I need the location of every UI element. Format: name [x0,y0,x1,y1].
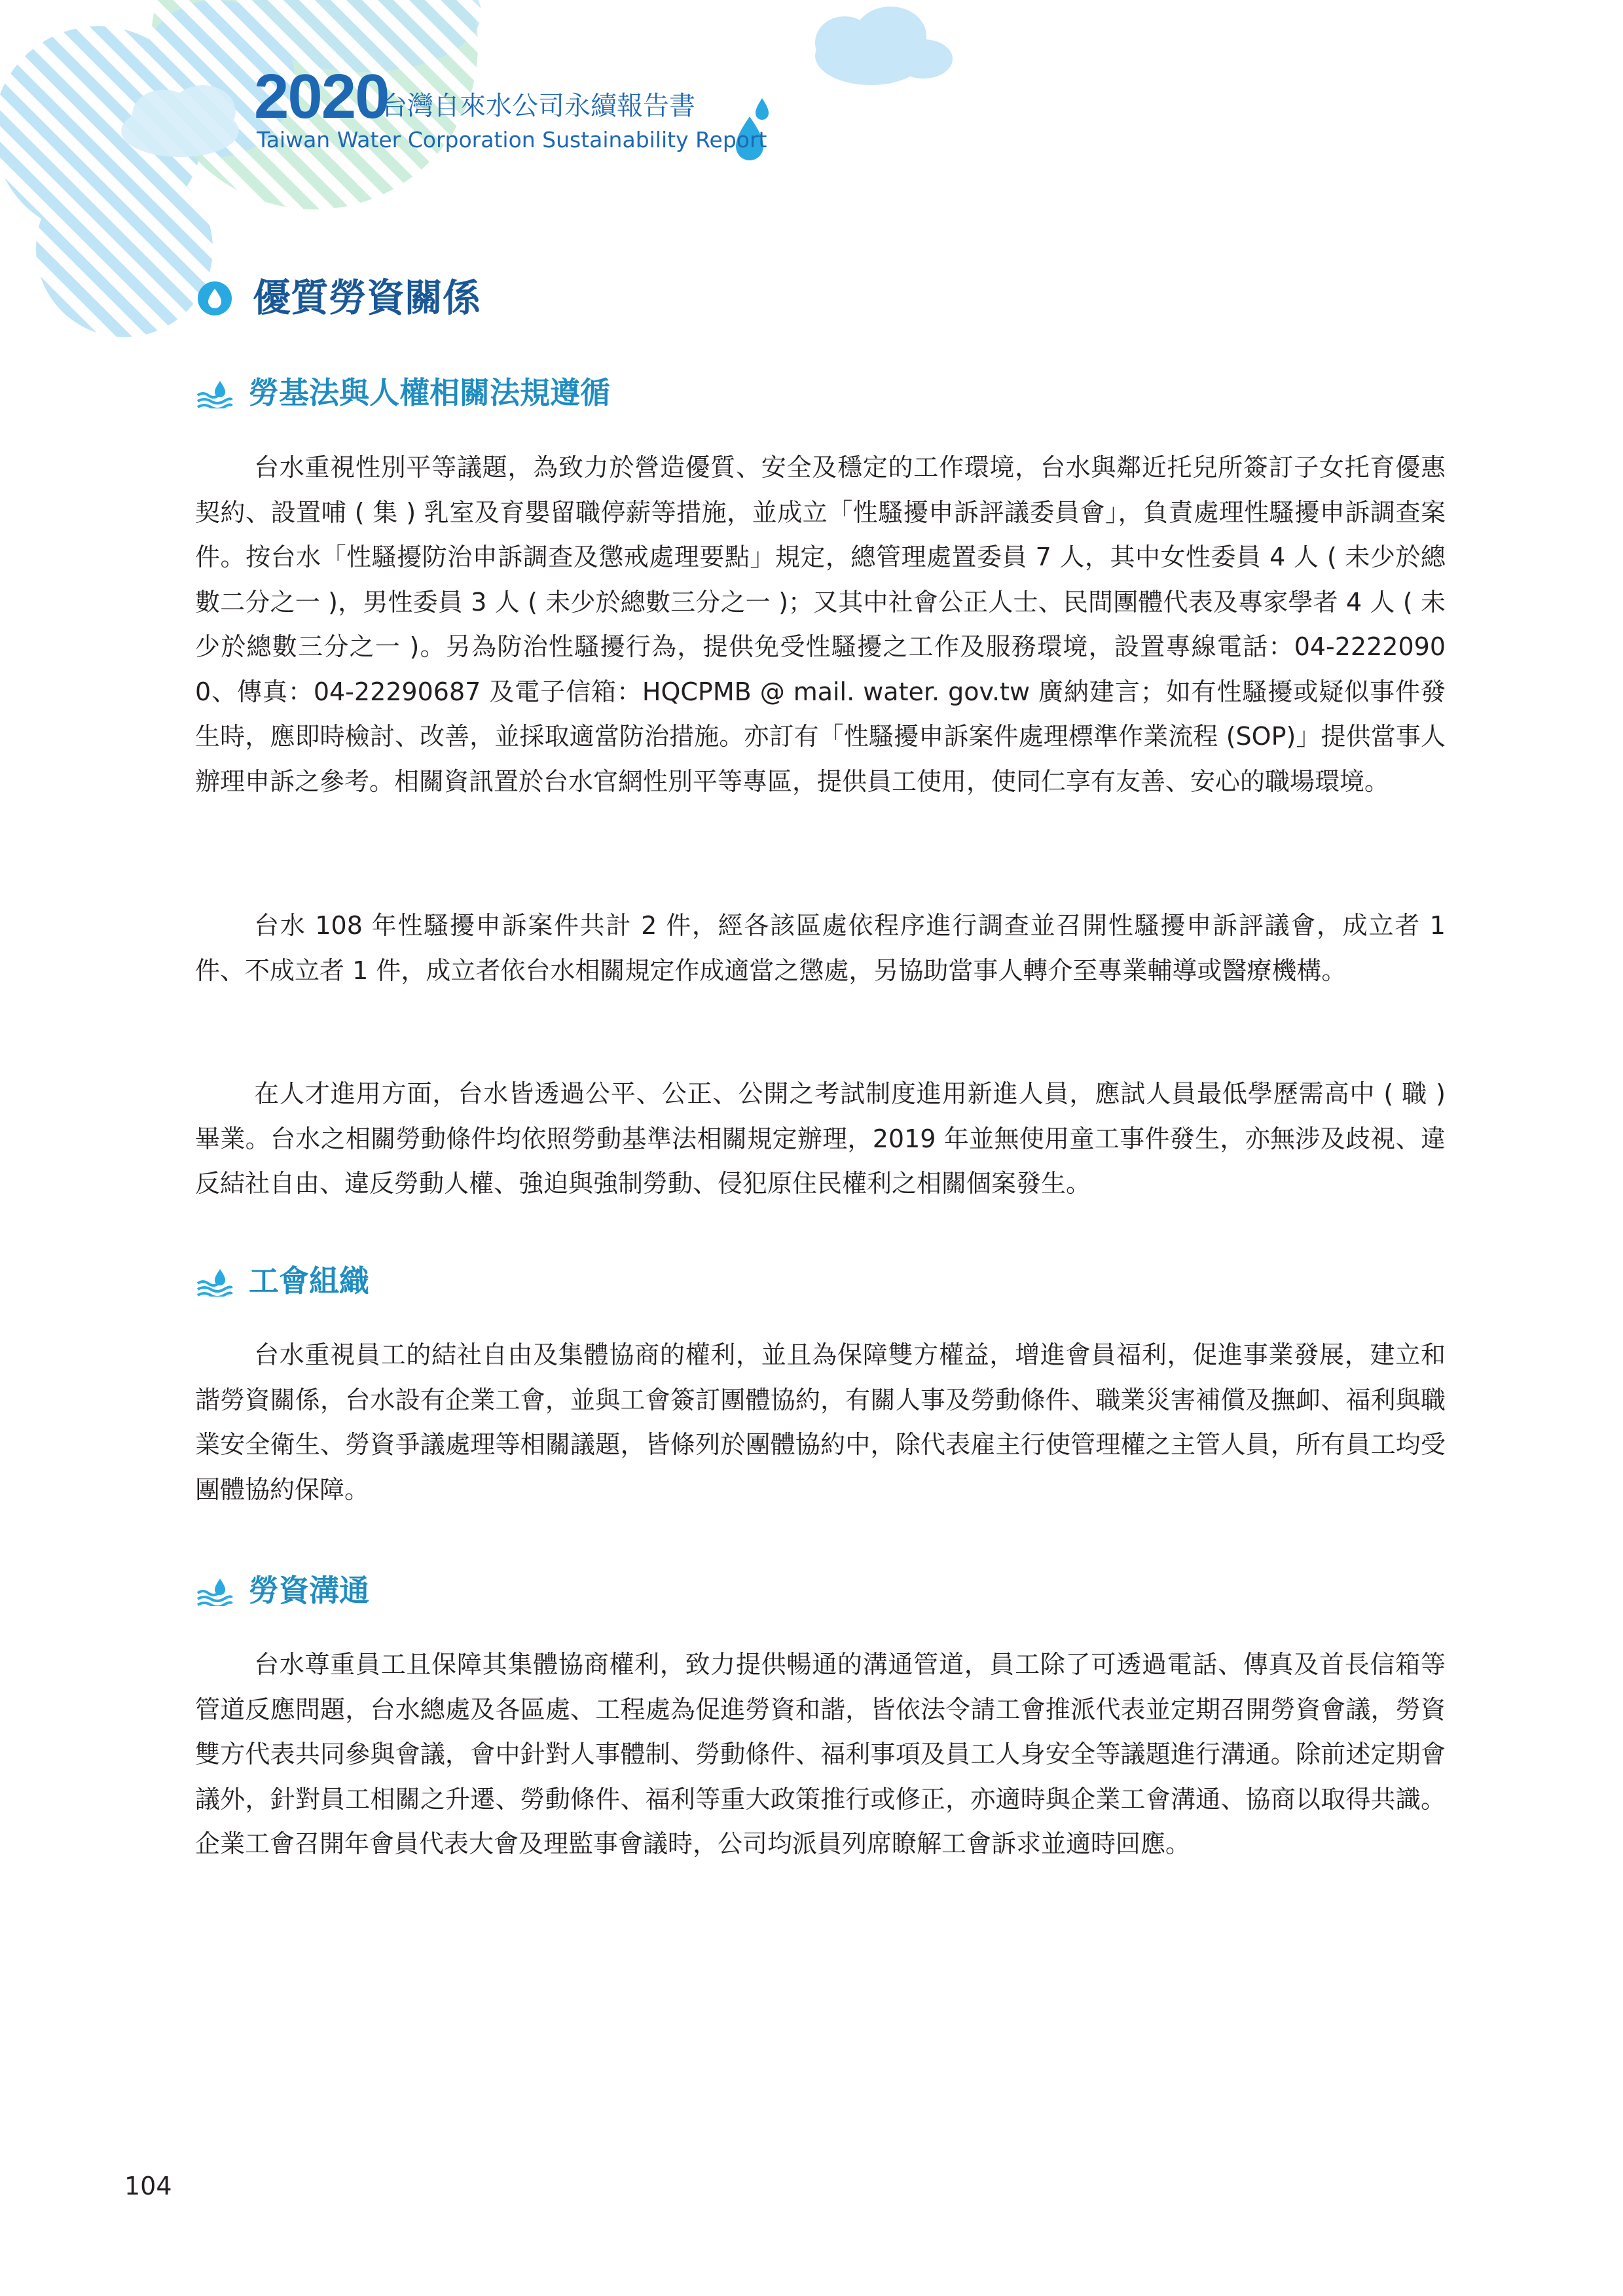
paragraph: 台水重視性別平等議題，為致力於營造優質、安全及穩定的工作環境，台水與鄰近托兒所簽訂子女托育優惠契約、設置哺 ( 集 ) 乳室及育嬰留職停薪等措施，並成立「性騷擾申訴評議委員會」，負責處理性騷擾申訴調查案件。按台水「性騷擾防治申訴調查及懲戒處理要點」規定，總管理處置委員 7 人，其中女性委員 4 人 ( 未少於總數二分之一 )，男性委員 3 人 ( 未少於總數三分之一 )；又其中社會公正人士、民間團體代表及專家學者 4 人 ( 未少於總數三分之一 )。另為防治性騷擾行為，提供免受性騷擾之工作及服務環境，設置專線電話：04-22220900、傳真：04-22290687 及電子信箱：HQCPMB @ mail. water. gov.tw 廣納建言；如有性騷擾或疑似事件發生時，應即時檢討、改善，並採取適當防治措施。亦訂有「性騷擾申訴案件處理標準作業流程 (SOP)」提供當事人辦理申訴之參考。相關資訊置於台水官網性別平等專區，提供員工使用，使同仁享有友善、安心的職場環境。 [195,453,1446,796]
report-title-en: Taiwan Water Corporation Sustainability Report [257,127,767,152]
page-number: 104 [124,2172,172,2200]
water-drop-wave-icon [195,380,234,408]
paragraph: 台水尊重員工且保障其集體協商權利，致力提供暢通的溝通管道，員工除了可透過電話、傳真及首長信箱等管道反應問題，台水總處及各區處、工程處為促進勞資和諧，皆依法令請工會推派代表並定期召開勞資會議，勞資雙方代表共同參與會議，會中針對人事體制、勞動條件、福利事項及員工人身安全等議題進行溝通。除前述定期會議外，針對員工相關之升遷、勞動條件、福利等重大政策推行或修正，亦適時與企業工會溝通、協商以取得共識。企業工會召開年會員代表大會及理監事會議時，公司均派員列席瞭解工會訴求並適時回應。 [195,1650,1446,1858]
section-title: 優質勞資關係 [253,276,481,320]
paragraph: 在人才進用方面，台水皆透過公平、公正、公開之考試制度進用新進人員，應試人員最低學歷需高中 ( 職 ) 畢業。台水之相關勞動條件均依照勞動基準法相關規定辦理，2019 年並無使用童工事件發生，亦無涉及歧視、違反結社自由、違反勞動人權、強迫與強制勞動、侵犯原住民權利之相關個案發生。 [195,1079,1446,1198]
header-decoration [0,0,1623,367]
cloud-icon [815,7,953,85]
water-drop-icon [756,98,769,120]
paragraph: 台水 108 年性騷擾申訴案件共計 2 件，經各該區處依程序進行調查並召開性騷擾申訴評議會，成立者 1 件、不成立者 1 件，成立者依台水相關規定作成適當之懲處，另協助當事人轉介至專業輔導或醫療機構。 [195,911,1446,985]
water-drop-circle-icon [196,280,233,317]
subsection-title: 工會組織 [249,1263,369,1299]
report-year: 2020 [254,62,389,132]
subsection-title: 勞基法與人權相關法規遵循 [249,375,610,410]
water-drop-wave-icon [195,1577,234,1606]
report-title-zh: 台灣自來水公司永續報告書 [381,91,695,121]
subsection-title: 勞資溝通 [249,1573,369,1608]
water-drop-wave-icon [195,1268,234,1297]
paragraph: 台水重視員工的結社自由及集體協商的權利，並且為保障雙方權益，增進會員福利，促進事業發展，建立和諧勞資關係，台水設有企業工會，並與工會簽訂團體協約，有關人事及勞動條件、職業災害補償及撫卹、福利與職業安全衛生、勞資爭議處理等相關議題，皆條列於團體協約中，除代表雇主行使管理權之主管人員，所有員工均受團體協約保障。 [195,1340,1446,1504]
